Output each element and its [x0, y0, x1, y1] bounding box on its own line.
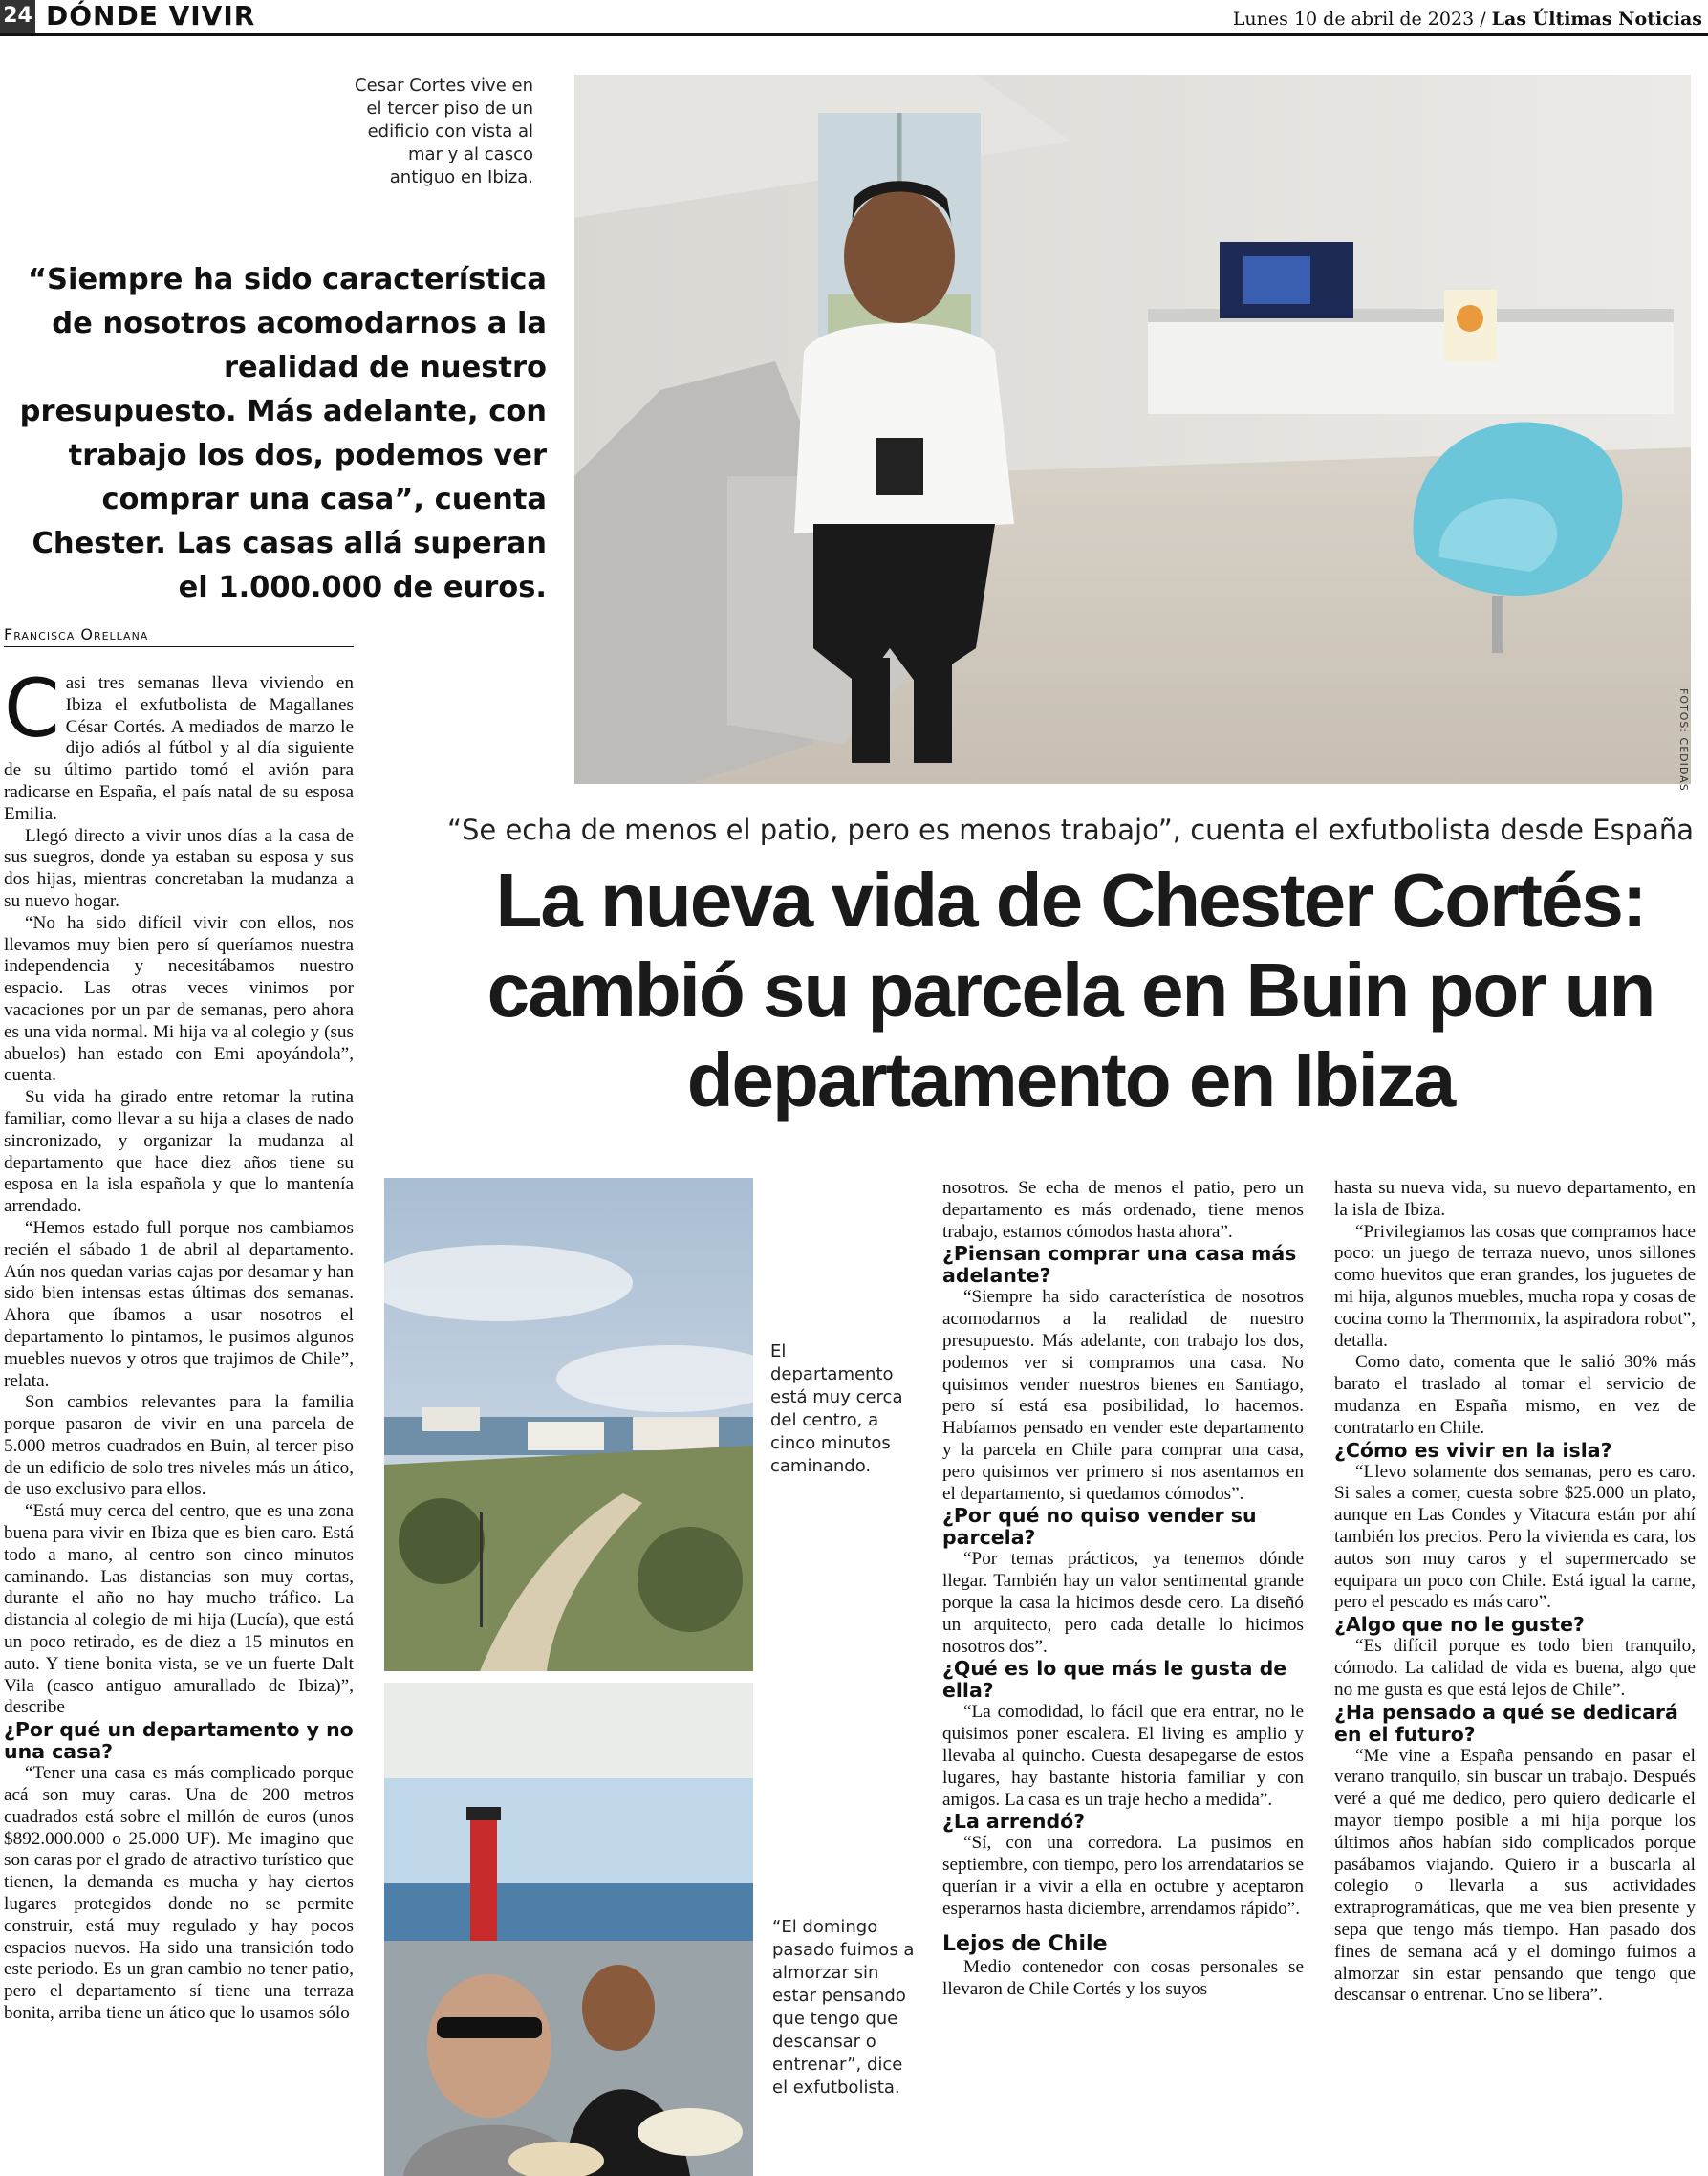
question-heading: ¿Qué es lo que más le gusta de ella? — [942, 1657, 1287, 1703]
paragraph: asi tres semanas lleva viviendo en Ibiza el exfutbolista de Magallanes César Cortés. A mediados de marzo le dijo adiós al fútbol y al día siguiente de su último partido tomó el avión para radicarse en España, el país natal de su esposa Emilia. — [4, 673, 354, 824]
family-lunch-illustration — [384, 1683, 753, 2176]
paragraph: “La comodidad, lo fácil que era entrar, no le quisimos poner escalera. El living es amplio y llevaba al quincho. Cuesta desapegarse de estos lugares, hay bastante historia familiar y con amigos. La casa es un traje hecho a medida”. — [942, 1702, 1304, 1810]
headline: La nueva vida de Chester Cortés: cambió su parcela en Buin por un departamento en Ibiza — [486, 858, 1654, 1122]
paragraph: “Me vine a España pensando en pasar el verano tranquilo, sin buscar un trabajo. Después veré a qué me dedico, pero quiero dedicarle el mayor tiempo posible a mi hija porque los últimos años habían sido complicados porque pasábamos viajando. Quiero ir a buscarla al colegio o llevarla a sus actividades extraprogramáticas, que me vea bien presente y sepa que tengo más tiempo. Han pasado dos fines de semana acá y el domingo fuimos a almorzar sin estar pensando que tengo que descansar o entrenar. Uno se libera”. — [1334, 1745, 1696, 2006]
article-column-3 — [1334, 1178, 1696, 2176]
drop-cap: C — [4, 673, 60, 755]
middle-photo-caption: El departamento está muy cerca del centro, a cinco minutos caminando. — [770, 1341, 903, 1476]
byline: Francisca Orellana — [4, 623, 354, 647]
issue-date: Lunes 10 de abril de 2023 — [1232, 9, 1475, 30]
question-heading: ¿Algo que no le guste? — [1334, 1613, 1585, 1637]
paragraph: Medio contenedor con cosas personales se llevaron de Chile Cortés y los suyos — [942, 1957, 1304, 2000]
paragraph: “Tener una casa es más complicado porque acá son muy caras. Una de 200 metros cuadrados está sobre el millón de euros (unos $892.000.000 o 25.000 UF). Me imagino que son caras por el grado de atractivo turístico que tienen, la demanda es mucha y hay ciertos lugares protegidos donde no se permite construir, está muy regulado y hay pocos espacios nuevos. Ha sido una transición todo este periodo. Es un gran cambio no tener patio, pero el departamento sí tiene una terraza bonita, arriba tiene un ático que lo usamos sólo — [4, 1763, 354, 2024]
article-column-2 — [942, 1178, 1304, 2176]
paragraph: Como dato, comenta que le salió 30% más barato el traslado al tomar el servicio de mudanza en España mismo, en vez de contratarlo en Chile. — [1334, 1352, 1696, 1438]
headline-kicker: “Se echa de menos el patio, pero es menos trabajo”, cuenta el exfutbolista desde España — [446, 814, 1695, 846]
top-photo-caption: Cesar Cortes vive en el tercer piso de un edificio con vista al mar y al casco antiguo en Ibiza. — [355, 76, 533, 187]
question-heading: ¿Cómo es vivir en la isla? — [1334, 1438, 1612, 1462]
paragraph: “Por temas prácticos, ya tenemos dónde llegar. También hay un valor sentimental grande porque la casa la hicimos desde cero. La diseñó un arquitecto, pero cada detalle lo hicimos nosotros dos”. — [942, 1549, 1304, 1657]
paragraph: “Es difícil porque es todo bien tranquilo, cómodo. La calidad de vida es buena, algo que no me gusta es que está lejos de Chile”. — [1334, 1636, 1696, 1700]
paragraph: Llegó directo a vivir unos días a la casa de sus suegros, donde ya estaban su esposa y sus dos hijas, mientras concretaban la mudanza a su nuevo hogar. — [4, 825, 354, 911]
paragraph: “Está muy cerca del centro, que es una zona buena para vivir en Ibiza que es bien caro. Está todo a mano, al centro son cinco minutos caminando. Las distancias son muy cortas, durante el año no hay mucho tráfico. La distancia al colegio de mi hija (Lucía), que está un poco retirado, es de diez a 15 minutos en auto. Y tiene bonita vista, se ve un fuerte Dalt Vila (casco antiguo amurallado de Ibiza)”, describe — [4, 1501, 354, 1718]
question-heading: ¿La arrendó? — [942, 1810, 1086, 1834]
paragraph: hasta su nueva vida, su nuevo departamento, en la isla de Ibiza. — [1334, 1178, 1696, 1220]
column-2-body — [942, 1178, 1304, 2001]
column-3-body — [1334, 1178, 1696, 2007]
section-subhead: Lejos de Chile — [942, 1931, 1108, 1956]
paragraph: Su vida ha girado entre retomar la rutina familiar, como llevar a su hija a clases de nado sincronizado, y organizar la mudanza al departamento que hace diez años tiene su esposa en la isla española y que lo mantenía arrendado. — [4, 1087, 354, 1217]
city-view-photo — [384, 1178, 753, 1671]
header-rule — [0, 33, 1708, 36]
question-heading: ¿Por qué no quiso vender su parcela? — [942, 1504, 1257, 1550]
question-heading: ¿Ha pensado a qué se dedicará en el futuro? — [1334, 1700, 1678, 1746]
pull-quote: “Siempre ha sido característica de nosotros acomodarnos a la realidad de nuestro presupuesto. Más adelante, con trabajo los dos, podemos ver comprar una casa”, cuenta Chester. Las casas allá superan el 1.000.000 de euros. — [19, 263, 547, 604]
paragraph: “Hemos estado full porque nos cambiamos recién el sábado 1 de abril al departamento. Aún nos quedan varias cajas por desamar y han sido bien intensas estas últimas dos semanas. Ahora que íbamos a usar nosotros el departamento lo pintamos, le pusimos algunos muebles nuevos y otros que trajimos de Chile”, relata. — [4, 1217, 354, 1391]
city-view-illustration — [384, 1178, 753, 1671]
photo-credit: FOTOS: CEDIDAS — [1677, 688, 1690, 792]
paragraph: “No ha sido difícil vivir con ellos, nos llevamos muy bien pero sí queríamos nuestra independencia y necesitábamos nuestro espacio. Las otras veces vinimos por vacaciones por un par de semanas, pero ahora es una vida normal. Mi hija va al colegio y (sus abuelos) han estado con Emi apoyándola”, cuenta. — [4, 912, 354, 1086]
paragraph: “Llevo solamente dos semanas, pero es caro. Si sales a comer, cuesta sobre $25.000 un plato, aunque en Las Condes y Vitacura están por ahí también los precios. Pero la vivienda es cara, los autos son muy caros y el supermercado se equipara un poco con Chile. Está igual la carne, pero el pescado es más caro”. — [1334, 1461, 1696, 1613]
paragraph: “Sí, con una corredora. La pusimos en septiembre, con tiempo, pero los arrendatarios se querían ir a vivir a ella en octubre y aceptaron esperarnos hasta diciembre, arrendamos rápido”. — [942, 1833, 1304, 1919]
paragraph: Son cambios relevantes para la familia porque pasaron de vivir en una parcela de 5.000 metros cuadrados en Buin, al tercer piso de un edificio de solo tres niveles más un ático, de uso exclusivo para ellos. — [4, 1392, 354, 1500]
header-dateline — [1233, 8, 1702, 31]
dateline-separator: / — [1480, 9, 1486, 30]
paragraph: “Privilegiamos las cosas que compramos hace poco: un juego de terraza nuevo, unos sillones como huevitos que eran grandes, los juguetes de mi hija, algunos muebles, mucha ropa y cosas de cocina como la Thermomix, la aspiradora robot”, detalla. — [1334, 1221, 1696, 1351]
article-column-1 — [4, 673, 354, 2176]
bottom-photo-caption: “El domingo pasado fuimos a almorzar sin estar pensando que tengo que descansar o entrenar”, dice el exfutbolista. — [772, 1917, 915, 2098]
family-lunch-photo — [384, 1683, 753, 2176]
paragraph: “Siempre ha sido característica de nosotros acomodarnos a la realidad de nuestro presupuesto. Más adelante, con trabajo los dos, podemos ver si compramos una casa. No quisimos vender nuestros bienes en Santiago, pero sí está esa posibilidad, lo hacemos. Habíamos pensado en vender este departamento y la parcela en Chile para comprar una casa, pero quisimos ver primero si nos asentamos en el departamento, si quedamos cómodos”. — [942, 1287, 1304, 1504]
paragraph: nosotros. Se echa de menos el patio, pero un departamento es más ordenado, tiene menos trabajo, estamos cómodos hasta ahora”. — [942, 1178, 1304, 1242]
page-number: 24 — [0, 0, 35, 33]
living-room-photo — [574, 75, 1691, 784]
column-1-body — [4, 673, 354, 2025]
living-room-illustration — [574, 75, 1691, 784]
section-title: DÓNDE VIVIR — [46, 0, 256, 32]
publication-name: Las Últimas Noticias — [1491, 9, 1702, 30]
question-heading: ¿Por qué un departamento y no una casa? — [4, 1718, 354, 1764]
question-heading: ¿Piensan comprar una casa más adelante? — [942, 1242, 1297, 1288]
